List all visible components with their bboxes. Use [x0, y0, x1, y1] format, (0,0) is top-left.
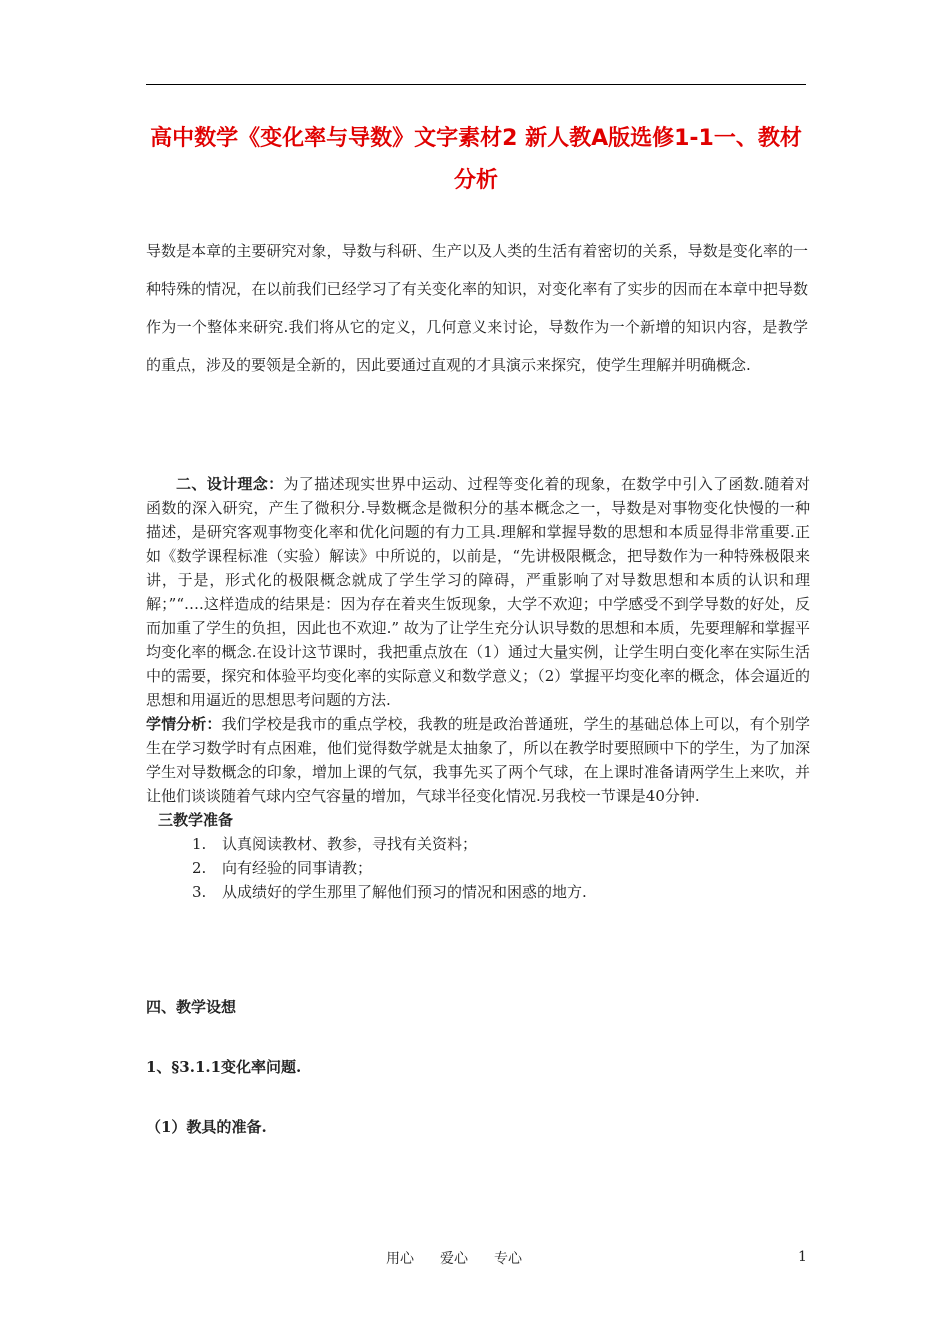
- list-item: [146, 856, 810, 880]
- design-text: 为了描述现实世界中运动、过程等变化着的现象，在数学中引入了函数.随着对函数的深入研究，产生了微积分.导数概念是微积分的基本概念之一，导数是对事物变化快慢的一种描述，是研究客观事物变化率和优化问题的有力工具.理解和掌握导数的思想和本质显得非常重要.正如《数学课程标准（实验）解读》中所说的，以前是，“先讲极限概念，把导数作为一种特殊极限来讲，于是，形式化的极限概念就成了学生学习的障碍，严重影响了对导数思想和本质的认识和理解；”“….这样造成的结果是：因为存在着夹生饭现象，大学不欢迎；中学感受不到学导数的好处，反而加重了学生的负担，因此也不欢迎.” 故为了让学生充分认识导数的思想和本质，先要理解和掌握平均变化率的概念.在设计这节课时，我把重点放在（1）通过大量实例，让学生明白变化率在实际生活中的需要，探究和体验平均变化率的实际意义和数学意义；（2）掌握平均变化率的概念，体会逼近的思想和用逼近的思想思考问题的方法.: [146, 475, 810, 709]
- list-item-number: 1.: [192, 835, 207, 853]
- list-item-text: 认真阅读教材、教参，寻找有关资料；: [222, 835, 478, 853]
- footer-word: 专心: [494, 1251, 522, 1267]
- design-heading: 二、设计理念：: [176, 475, 284, 493]
- intro-paragraph: 导数是本章的主要研究对象，导数与科研、生产以及人类的生活有着密切的关系，导数是变化率的一种特殊的情况，在以前我们已经学习了有关变化率的知识，对变化率有了实步的因而在本章中把导数作为一个整体来研究.我们将从它的定义，几何意义来讨论，导数作为一个新增的知识内容，是教学的重点，涉及的要领是全新的，因此要通过直观的才具演示来探究，使学生理解并明确概念.: [146, 242, 808, 374]
- list-item-text: 向有经验的同事请教；: [222, 859, 373, 877]
- body-block: [146, 472, 810, 904]
- learner-heading: 学情分析：: [146, 715, 222, 733]
- footer-word: 用心: [386, 1251, 414, 1267]
- learner-paragraph: [146, 712, 810, 808]
- section-4-heading: 四、教学设想: [146, 998, 237, 1016]
- footer-motto: [386, 1248, 522, 1268]
- list-item-number: 3.: [192, 883, 207, 901]
- page-number: 1: [798, 1249, 807, 1265]
- list-item-text: 从成绩好的学生那里了解他们预习的情况和困惑的地方.: [222, 883, 587, 901]
- prep-list: [146, 832, 810, 904]
- design-paragraph: [146, 472, 810, 712]
- list-item: [146, 880, 810, 904]
- document-title: 高中数学《变化率与导数》文字素材2 新人教A版选修1-1一、教材分析: [150, 126, 802, 193]
- section-4-1-1-heading: （1）教具的准备.: [146, 1118, 267, 1136]
- section-4-1-heading: 1、§3.1.1变化率问题.: [146, 1058, 302, 1076]
- header-rule: [146, 84, 806, 85]
- list-item: [146, 832, 810, 856]
- footer-word: 爱心: [440, 1251, 468, 1267]
- learner-text: 我们学校是我市的重点学校，我教的班是政治普通班，学生的基础总体上可以，有个别学生在学习数学时有点困难，他们觉得数学就是太抽象了，所以在教学时要照顾中下的学生，为了加深学生对导数概念的印象，增加上课的气氛，我事先买了两个气球，在上课时准备请两学生上来吹，并让他们谈谈随着气球内空气容量的增加，气球半径变化情况.另我校一节课是40分钟.: [146, 715, 810, 805]
- prep-heading: 三教学准备: [158, 811, 234, 829]
- list-item-number: 2.: [192, 859, 207, 877]
